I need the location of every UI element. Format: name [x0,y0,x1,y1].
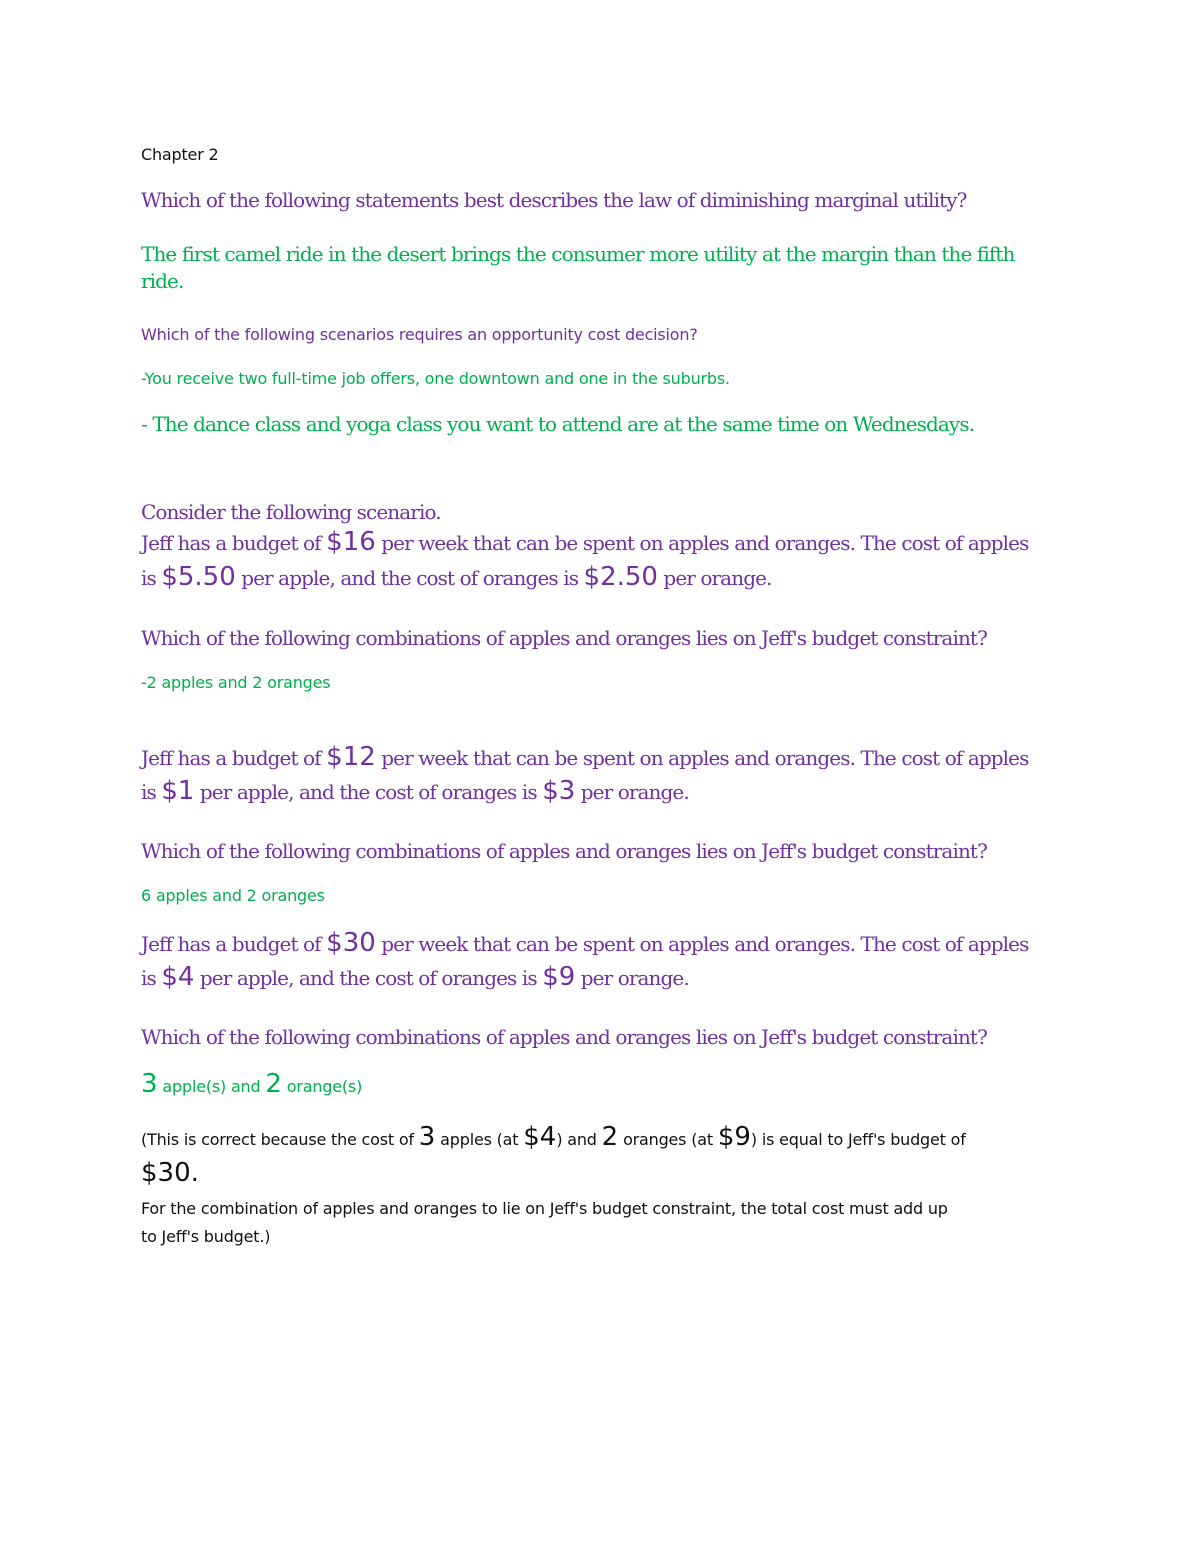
q3-intro: Consider the following scenario. [141,500,441,524]
q4-orange-price: $3 [542,776,576,806]
explanation-text: (This is correct because the cost of [141,1130,419,1149]
explanation-oranges: 2 [601,1122,619,1152]
explanation-text: apples (at [435,1130,524,1149]
q5-text: is [141,966,162,990]
q2-answer-2: - The dance class and yoga class you want to attend are at the same time on Wednesdays. [141,412,975,436]
q5-question: Which of the following combinations of apples and oranges lies on Jeff's budget constraint? [141,1025,987,1049]
explanation-orange-price: $9 [717,1122,751,1152]
q5-answer-text: apple(s) and [157,1077,266,1096]
q4-text: Jeff has a budget of [141,746,327,770]
q3-scenario-line2 [141,562,772,592]
q4-text: per orange. [575,780,689,804]
q3-text: per apple, and the cost of oranges is [235,566,584,590]
explanation-line2 [141,1158,199,1188]
q4-text: is [141,780,162,804]
explanation-text: ) is equal to Jeff's budget of [750,1130,966,1149]
q5-answer-text: orange(s) [281,1077,363,1096]
explanation-period: . [190,1158,199,1188]
explanation-apples: 3 [418,1122,436,1152]
q4-scenario-line2 [141,776,689,806]
q3-text: is [141,566,162,590]
q5-apple-price: $4 [161,962,195,992]
q4-text: per apple, and the cost of oranges is [194,780,543,804]
q3-text: per orange. [657,566,772,590]
q5-text: per week that can be spent on apples and oranges. The cost of apples [375,932,1029,956]
q3-budget: $16 [326,527,376,557]
q3-scenario-line1 [141,527,1028,557]
q4-budget: $12 [326,742,376,772]
q2-answer-1: -You receive two full-time job offers, one downtown and one in the suburbs. [141,369,730,388]
q4-scenario-line1 [141,742,1028,772]
q5-answer-oranges: 2 [265,1069,282,1099]
q5-scenario-line1 [141,928,1028,958]
explanation-budget: $30 [141,1158,191,1188]
q4-apple-price: $1 [161,776,195,806]
q1-question: Which of the following statements best describes the law of diminishing marginal utility? [141,188,967,212]
explanation-text: ) and [556,1130,602,1149]
q3-text: per week that can be spent on apples and oranges. The cost of apples [375,531,1029,555]
explanation-line3: For the combination of apples and oranges to lie on Jeff's budget constraint, the total cost must add up [141,1199,948,1218]
q5-budget: $30 [326,928,376,958]
explanation-apple-price: $4 [523,1122,557,1152]
explanation-line4: to Jeff's budget.) [141,1227,271,1246]
q3-orange-price: $2.50 [583,562,658,592]
q3-answer: -2 apples and 2 oranges [141,673,331,692]
q4-answer: 6 apples and 2 oranges [141,886,325,905]
q1-answer-line2: ride. [141,269,184,293]
q5-text: per orange. [575,966,689,990]
chapter-title: Chapter 2 [141,145,219,164]
q5-text: Jeff has a budget of [141,932,327,956]
q5-scenario-line2 [141,962,689,992]
q4-text: per week that can be spent on apples and oranges. The cost of apples [375,746,1029,770]
q1-answer-line1: The first camel ride in the desert brings the consumer more utility at the margin than the fifth [141,242,1015,266]
explanation-text: oranges (at [618,1130,718,1149]
q3-question: Which of the following combinations of apples and oranges lies on Jeff's budget constraint? [141,626,987,650]
q5-text: per apple, and the cost of oranges is [194,966,543,990]
q4-question: Which of the following combinations of apples and oranges lies on Jeff's budget constraint? [141,839,987,863]
q5-orange-price: $9 [542,962,576,992]
explanation-line1 [141,1122,966,1152]
q2-question: Which of the following scenarios requires an opportunity cost decision? [141,325,698,344]
q5-answer-apples: 3 [141,1069,158,1099]
q3-text: Jeff has a budget of [141,531,327,555]
q3-apple-price: $5.50 [161,562,236,592]
q5-answer [141,1069,362,1099]
